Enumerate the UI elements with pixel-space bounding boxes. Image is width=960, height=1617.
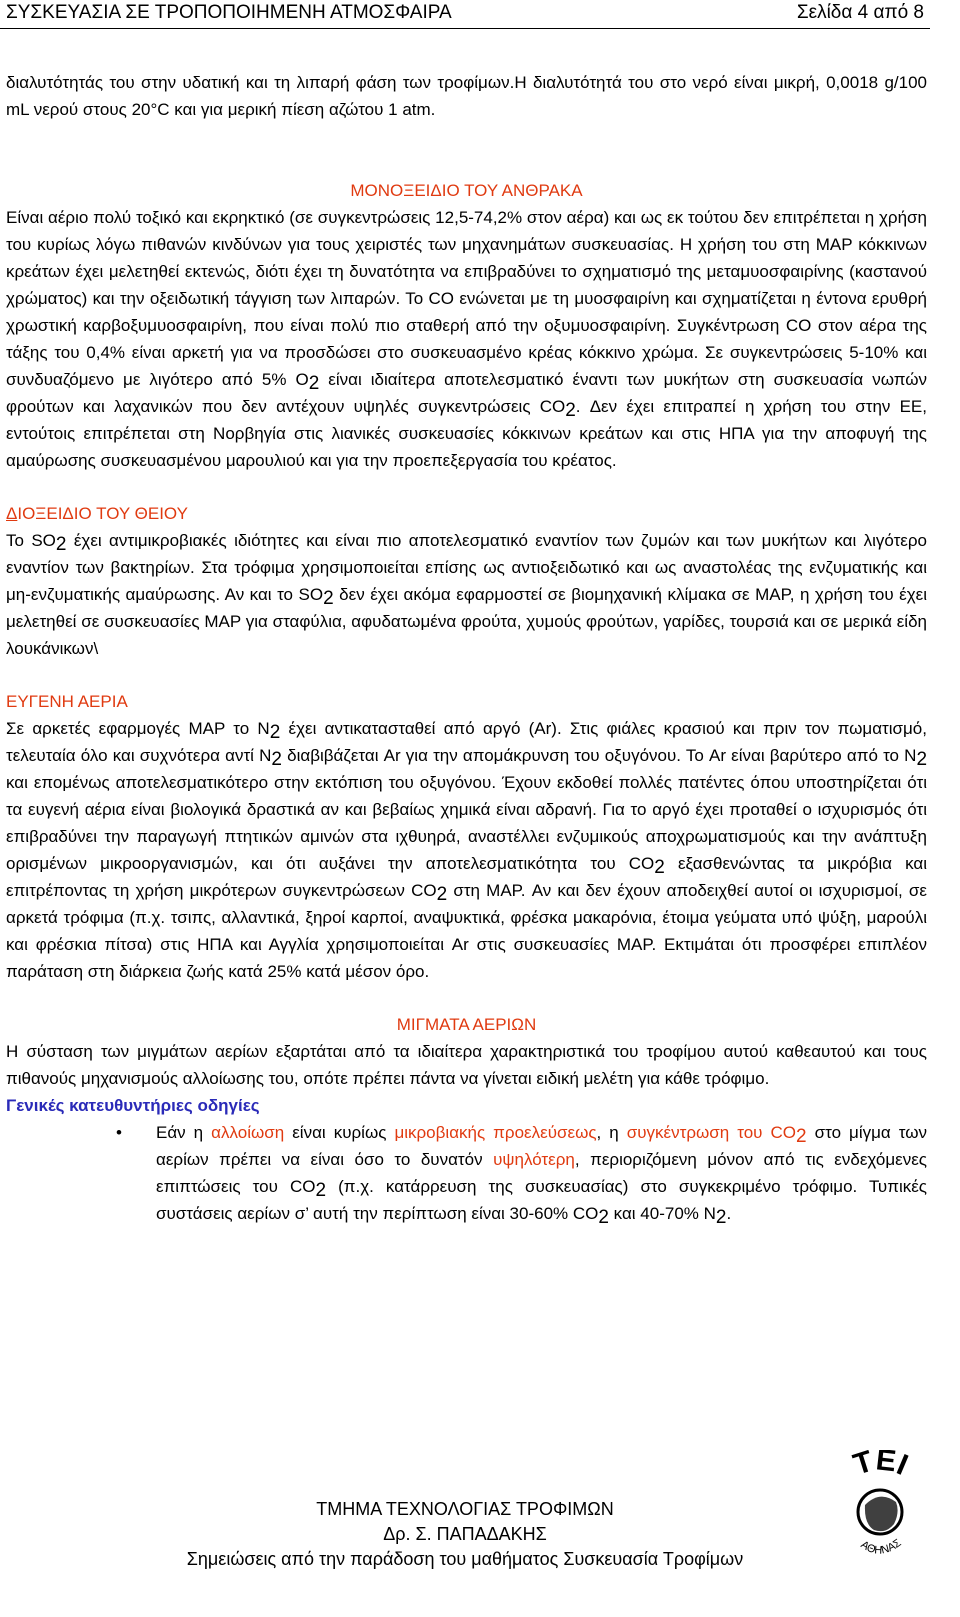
logo-bottom-text: ΑΘΗΝΑΣ <box>858 1536 904 1557</box>
noble-gases-paragraph: Σε αρκετές εφαρμογές MAP το N2 έχει αντικατασταθεί από αργό (Ar). Στις φιάλες κρασιού και πριν τον πωματισμό, τελευταία όλο και συχνότερα αντί N2 διαβιβάζεται Ar για την απομάκρυνση του οξυγόνου. Το Ar είναι βαρύτερο από το N2 και επομένως αποτελεσματικότερο στην εκτόπιση του οξυγόνου. Έχουν εκδοθεί πολλές πατέντες όπου υποστηρίζεται ότι τα ευγενή αέρια είναι βιολογικά δραστικά αν και βεβαίως χημικά είναι αδρανή. Για το αργό έχει προταθεί ο ισχυρισμός ότι επιβραδύνει την παραγωγή πτητικών αμινών στα ιχθυηρά, αναστέλλει ενζυμικούς αποχρωματισμούς και την ανάπτυξη ορισμένων μικροοργανισμών, και ότι αυξάνει την αποτελεσματικότητα του CO2 εξασθενώντας τα μικρόβια και επιτρέποντας τη χρήση μικρότερων συγκεντρώσεων CO2 στη MAP. Αν και δεν έχουν αποδειχθεί αυτοί οι ισχυρισμοί, σε αρκετά τρόφιμα (π.χ. τσιπς, αλλαντικά, ξηροί καρποί, αναψυκτικά, φρέσκα μακαρόνια, έτοιμα γεύματα υπό ψύξη, μαρούλι και φρέσκια πίτσα) στις ΗΠΑ και Αγγλία χρησιμοποιείται Ar στις συσκευασίες MAP. Εκτιμάται ότι προσφέρει επιπλέον παράταση στη διάρκεια ζωής κατά 25% κατά μέσον όρο. <box>6 719 928 981</box>
section-title-gas-mixtures: ΜΙΓΜΑΤΑ ΑΕΡΙΩΝ <box>396 1015 537 1034</box>
logo-top-text: ΤΕΙ <box>849 1450 913 1482</box>
guideline-text: Εάν η αλλοίωση είναι κυρίως μικροβιακής προελεύσεως, η συγκέντρωση του CO2 στο μίγμα των αερίων πρέπει να είναι όσο το δυνατόν υψηλότερη, περιοριζόμενη μόνον από τις ενδεχόμενες επιπτώσεις του CO2 (π.χ. κατάρρευση της συσκευασίας) στο συγκεκριμένο τρόφιμο. Τυπικές συστάσεις αερίων σ’ αυτή την περίπτωση είναι 30-60% CO2 και 40-70% N2. <box>156 1123 927 1228</box>
so2-paragraph: Το SO2 έχει αντιμικροβιακές ιδιότητες και είναι πιο αποτελεσματικό εναντίον των ζυμών και των μυκήτων και λιγότερο εναντίον των βακτηρίων. Στα τρόφιμα χρησιμοποιείται επίσης ως αντιοξειδωτικό και ως αναστολέας της ενζυματικής και μη-ενζυματικής αμαύρωσης. Αν και το SO2 δεν έχει ακόμα εφαρμοστεί σε βιομηχανική κλίμακα σε MAP, η χρήση του έχει μελετηθεί σε συσκευασίες MAP για σταφύλια, αφυδατωμένα φρούτα, χυμούς φρούτων, γαρίδες, τουρσιά και σε μερικά είδη λουκάνικων\ <box>6 531 927 658</box>
guideline-bullet <box>6 1119 927 1227</box>
section-title-so2: ΔΙΟΞΕΙΔΙΟ ΤΟΥ ΘΕΙΟΥ <box>6 504 188 523</box>
page-header <box>6 2 924 24</box>
footer-department: ΤΜΗΜΑ ΤΕΧΝΟΛΟΓΙΑΣ ΤΡΟΦΙΜΩΝ <box>316 1499 614 1519</box>
footer-author: Δρ. Σ. ΠΑΠΑΔΑΚΗΣ <box>383 1524 547 1544</box>
intro-paragraph: διαλυτότητάς του στην υδατική και τη λιπαρή φάση των τροφίμων.Η διαλυτότητά του στο νερό είναι μικρή, 0,0018 g/100 mL νερού στους 20°C και για μερική πίεση αζώτου 1 atm. <box>6 73 927 119</box>
guidelines-heading: Γενικές κατευθυντήριες οδηγίες <box>6 1096 260 1115</box>
co-paragraph: Είναι αέριο πολύ τοξικό και εκρηκτικό (σε συγκεντρώσεις 12,5-74,2% στον αέρα) και ως εκ τούτου δεν επιτρέπεται η χρήση του κυρίως λόγω πιθανών κινδύνων για τους χειριστές των μηχανημάτων συσκευασίας. Η χρήση του στη MAP κόκκινων κρεάτων έχει μελετηθεί εκτενώς, διότι έχει τη δυνατότητα να επιβραδύνει το σχηματισμό της μεταμυοσφαιρίνης (καστανού χρώματος) και την οξειδωτική τάγγιση των λιπαρών. Το CO ενώνεται με τη μυοσφαιρίνη και σχηματίζεται η έντονα ερυθρή χρωστική καρβοξυμυοσφαιρίνη, που είναι πολύ πιο σταθερή από την οξυμυοσφαιρίνη. Συγκέντρωση CO στον αέρα της τάξης του 0,4% είναι αρκετή για να προσδώσει στο συσκευασμένο κρέας κόκκινο χρώμα. Σε συγκεντρώσεις 5-10% και συνδυαζόμενο με λιγότερο από 5% O2 είναι ιδιαίτερα αποτελεσματικό έναντι των μυκήτων στη συσκευασία νωπών φρούτων και λαχανικών που δεν αντέχουν υψηλές συγκεντρώσεις CO2. Δεν έχει επιτραπεί η χρήση του στην ΕΕ, εντούτοις επιτρέπεται στη Νορβηγία στις λιανικές συσκευασίες κόκκινων κρεάτων και στις ΗΠΑ για την αποφυγή της αμαύρωσης συσκευασμένου μαρουλιού και για την προεπεξεργασία του κρέατος. <box>6 208 927 470</box>
header-rule <box>0 28 930 29</box>
footer-course-note: Σημειώσεις από την παράδοση του μαθήματος Συσκευασία Τροφίμων <box>186 1549 744 1569</box>
bullet-icon: • <box>116 1123 122 1142</box>
document-title: ΣΥΣΚΕΥΑΣΙΑ ΣΕ ΤΡΟΠΟΠΟΙΗΜΕΝΗ ΑΤΜΟΣΦΑΙΡΑ <box>6 2 452 23</box>
section-title-noble-gases: ΕΥΓΕΝΗ ΑΕΡΙΑ <box>6 692 128 711</box>
page-content <box>6 69 927 1227</box>
page-number: Σελίδα 4 από 8 <box>796 2 924 23</box>
section-title-co: ΜΟΝΟΞΕΙΔΙΟ ΤΟΥ ΑΝΘΡΑΚΑ <box>350 181 583 200</box>
gas-mixtures-paragraph: Η σύσταση των μιγμάτων αερίων εξαρτάται από τα ιδιαίτερα χαρακτηριστικά του τροφίμου αυτού καθεαυτού και τους πιθανούς μηχανισμούς αλλοίωσης του, οπότε πρέπει πάντα να γίνεται ειδική μελέτη για κάθε τρόφιμο. <box>6 1042 927 1088</box>
page-footer <box>0 1497 930 1572</box>
